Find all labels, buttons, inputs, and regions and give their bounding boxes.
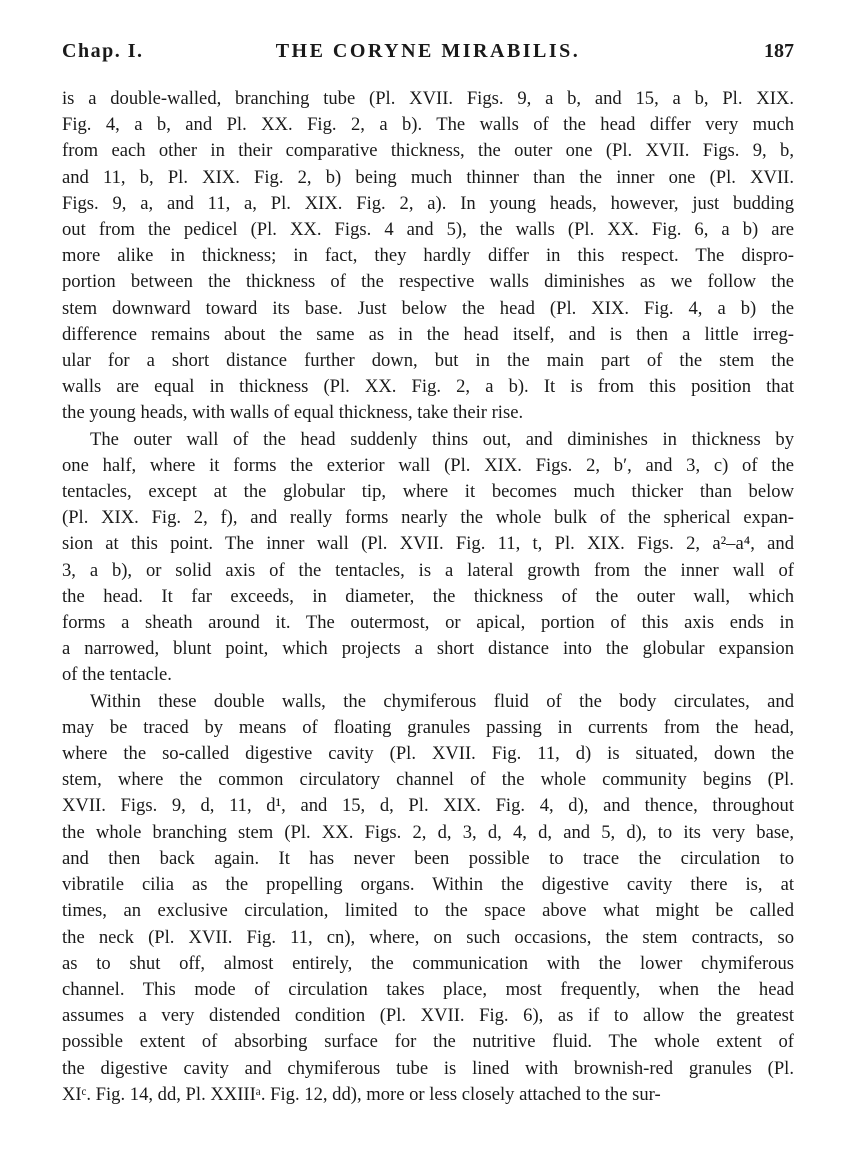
- text-line: the young heads, with walls of equal thickness, take their rise.: [62, 402, 524, 424]
- text-line: where the so-called digestive cavity (Pl. XVII. Fig. 11, d) is situated, down the: [62, 743, 794, 765]
- text-line: 3, a b), or solid axis of the tentacles, is a lateral growth from the inner wall of: [62, 559, 794, 581]
- text-line: and 11, b, Pl. XIX. Fig. 2, b) being much thinner than the inner one (Pl. XVII.: [62, 166, 794, 188]
- page-number: 187: [764, 40, 794, 62]
- text-line: XIᶜ. Fig. 14, dd, Pl. XXIIIᵃ. Fig. 12, dd), more or less closely attached to the sur-: [62, 1083, 661, 1105]
- text-line: the whole branching stem (Pl. XX. Figs. 2, d, 3, d, 4, d, and 5, d), to its very base,: [62, 821, 794, 843]
- text-line: as to shut off, almost entirely, the communication with the lower chymiferous: [62, 952, 794, 974]
- paragraph: [62, 427, 794, 689]
- paragraph: [62, 86, 794, 427]
- text-line: of the tentacle.: [62, 664, 172, 686]
- text-line: (Pl. XIX. Fig. 2, f), and really forms nearly the whole bulk of the spherical expan-: [62, 507, 794, 529]
- text-line: ular for a short distance further down, but in the main part of the stem the: [62, 350, 794, 372]
- text-line: times, an exclusive circulation, limited to the space above what might be called: [62, 900, 794, 922]
- text-line: Within these double walls, the chymiferous fluid of the body circulates, and: [90, 690, 794, 712]
- text-line: the head. It far exceeds, in diameter, the thickness of the outer wall, which: [62, 585, 794, 607]
- text-line: difference remains about the same as in the head itself, and is then a little irreg-: [62, 323, 794, 345]
- text-line: Figs. 9, a, and 11, a, Pl. XIX. Fig. 2, a). In young heads, however, just budding: [62, 192, 794, 214]
- text-line: sion at this point. The inner wall (Pl. XVII. Fig. 11, t, Pl. XIX. Figs. 2, a²–a⁴, and: [62, 533, 794, 555]
- text-line: portion between the thickness of the respective walls diminishes as we follow the: [62, 271, 794, 293]
- text-line: assumes a very distended condition (Pl. XVII. Fig. 6), as if to allow the greatest: [62, 1005, 794, 1027]
- body-text: [62, 86, 794, 1108]
- text-line: from each other in their comparative thickness, the outer one (Pl. XVII. Figs. 9, b,: [62, 140, 794, 162]
- chapter-label: Chap. I.: [62, 40, 144, 62]
- text-line: forms a sheath around it. The outermost, or apical, portion of this axis ends in: [62, 612, 794, 634]
- text-line: one half, where it forms the exterior wall (Pl. XIX. Figs. 2, b′, and 3, c) of the: [62, 454, 794, 476]
- text-line: stem, where the common circulatory channel of the whole community begins (Pl.: [62, 769, 794, 791]
- text-line: walls are equal in thickness (Pl. XX. Fig. 2, a b). It is from this position that: [62, 376, 794, 398]
- text-line: and then back again. It has never been possible to trace the circulation to: [62, 847, 794, 869]
- text-line: out from the pedicel (Pl. XX. Figs. 4 and 5), the walls (Pl. XX. Fig. 6, a b) are: [62, 219, 794, 241]
- text-line: is a double-walled, branching tube (Pl. XVII. Figs. 9, a b, and 15, a b, Pl. XIX.: [62, 88, 794, 109]
- text-line: vibratile cilia as the propelling organs. Within the digestive cavity there is, at: [62, 874, 794, 896]
- text-line: stem downward toward its base. Just below the head (Pl. XIX. Fig. 4, a b) the: [62, 297, 794, 319]
- text-line: more alike in thickness; in fact, they hardly differ in this respect. The dispro-: [62, 245, 794, 267]
- running-title: THE CORYNE MIRABILIS.: [275, 40, 581, 62]
- text-line: may be traced by means of floating granules passing in currents from the head,: [62, 716, 794, 738]
- text-line: XVII. Figs. 9, d, 11, d¹, and 15, d, Pl. XIX. Fig. 4, d), and thence, throughout: [62, 795, 794, 817]
- text-line: Fig. 4, a b, and Pl. XX. Fig. 2, a b). The walls of the head differ very much: [62, 114, 794, 136]
- text-line: a narrowed, blunt point, which projects a short distance into the globular expansion: [62, 638, 794, 660]
- running-head: [62, 40, 794, 70]
- text-line: the digestive cavity and chymiferous tube is lined with brownish-red granules (Pl.: [62, 1057, 794, 1079]
- paragraph: [62, 689, 794, 1108]
- text-line: The outer wall of the head suddenly thins out, and diminishes in thickness by: [90, 428, 794, 450]
- text-line: possible extent of absorbing surface for the nutritive fluid. The whole extent of: [62, 1031, 794, 1053]
- text-line: tentacles, except at the globular tip, where it becomes much thicker than below: [62, 481, 794, 503]
- text-line: channel. This mode of circulation takes place, most frequently, when the head: [62, 978, 794, 1000]
- text-line: the neck (Pl. XVII. Fig. 11, cn), where, on such occasions, the stem contracts, so: [62, 926, 794, 948]
